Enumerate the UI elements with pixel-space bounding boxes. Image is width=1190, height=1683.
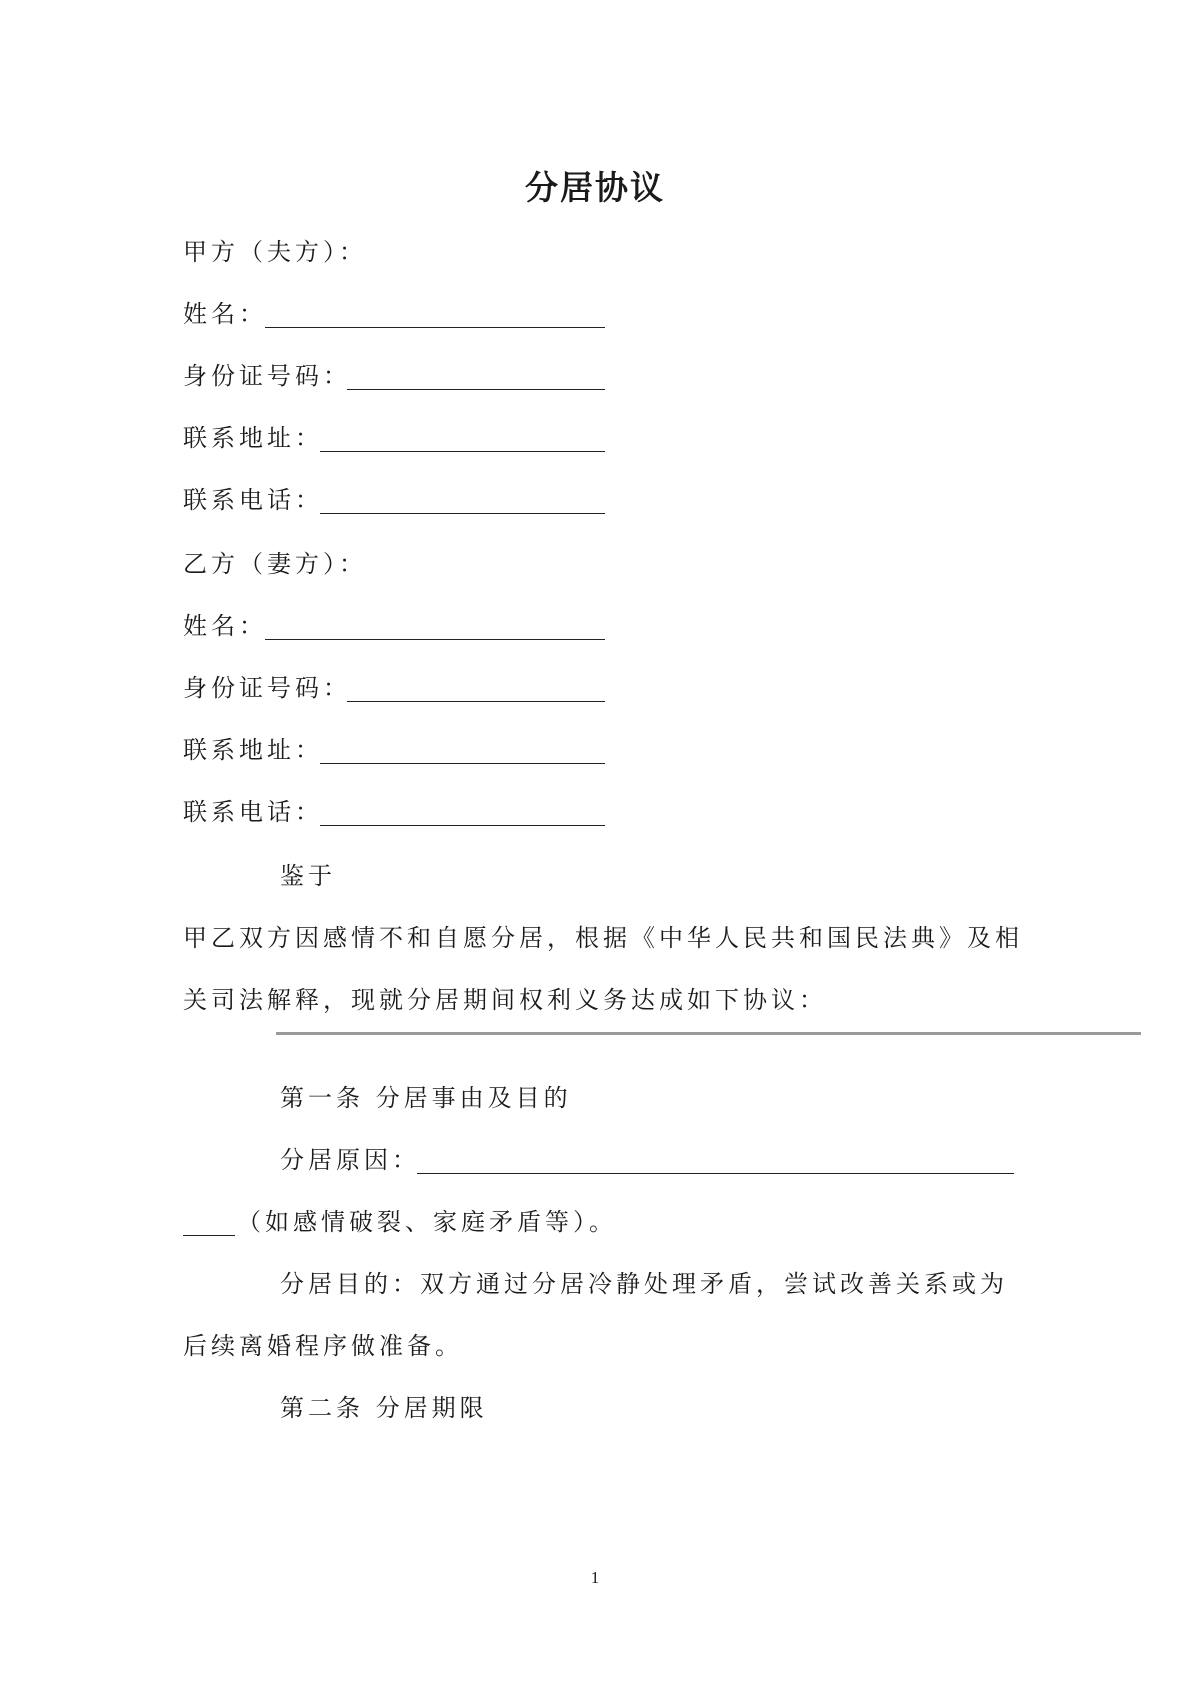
preamble-line-2: 关司法解释，现就分居期间权利义务达成如下协议： (183, 986, 827, 1014)
separation-reason-field-continued[interactable] (183, 1235, 235, 1236)
party-b-id-label: 身份证号码： (183, 674, 351, 702)
party-a-name-field[interactable] (265, 327, 605, 328)
party-a-id-field[interactable] (347, 389, 605, 390)
article-1-heading: 第一条 分居事由及目的 (280, 1084, 572, 1112)
preamble-line-1: 甲乙双方因感情不和自愿分居，根据《中华人民共和国民法典》及相 (183, 924, 1023, 952)
separation-reason-suffix: （如感情破裂、家庭矛盾等）。 (237, 1208, 617, 1236)
party-a-id-label: 身份证号码： (183, 362, 351, 390)
party-b-heading: 乙方（妻方）： (183, 550, 367, 578)
document-title: 分居协议 (525, 168, 665, 207)
party-a-address-label: 联系地址： (183, 424, 323, 452)
separation-reason-label: 分居原因： (280, 1146, 420, 1174)
party-a-phone-field[interactable] (320, 513, 605, 514)
preamble-lead: 鉴于 (280, 862, 336, 890)
party-a-phone-label: 联系电话： (183, 486, 323, 514)
separation-purpose-line-1: 分居目的：双方通过分居冷静处理矛盾，尝试改善关系或为 (280, 1270, 1008, 1298)
separation-purpose-line-2: 后续离婚程序做准备。 (183, 1332, 463, 1360)
article-2-heading: 第二条 分居期限 (280, 1394, 488, 1422)
party-b-name-field[interactable] (265, 639, 605, 640)
party-b-phone-label: 联系电话： (183, 798, 323, 826)
party-b-address-field[interactable] (320, 763, 605, 764)
party-a-address-field[interactable] (320, 451, 605, 452)
party-b-name-label: 姓名： (183, 612, 267, 640)
separation-reason-field[interactable] (417, 1173, 1014, 1174)
page-number: 1 (590, 1568, 600, 1587)
party-b-phone-field[interactable] (320, 825, 605, 826)
party-b-address-label: 联系地址： (183, 736, 323, 764)
horizontal-rule (276, 1032, 1141, 1035)
party-b-id-field[interactable] (347, 701, 605, 702)
party-a-name-label: 姓名： (183, 300, 267, 328)
party-a-heading: 甲方（夫方）： (183, 238, 367, 266)
